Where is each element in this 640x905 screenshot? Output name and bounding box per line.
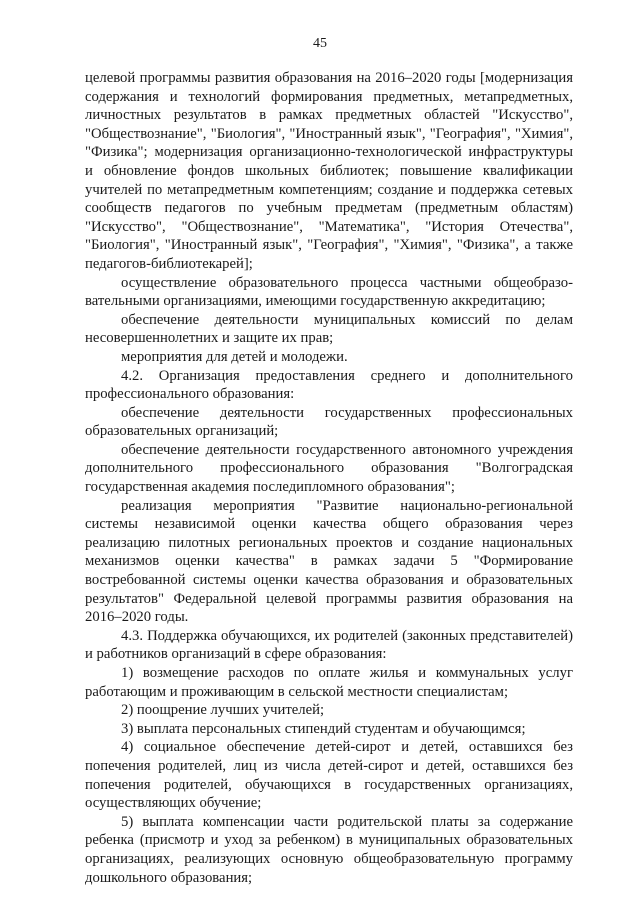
section-heading-4-3: 4.3. Поддержка обучающихся, их родителей (законных представителей) и работников организаций в сфере образования: — [85, 627, 573, 663]
paragraph-private-schools: осуществление образовательного процесса частными общеобразовательными организациями, имеющими государственную аккредитацию; — [85, 274, 573, 310]
document-body — [85, 69, 573, 887]
list-item-1: 1) возмещение расходов по оплате жилья и коммунальных услуг работающим и проживающим в сельской местности специалистам; — [85, 665, 573, 700]
page-number: 45 — [313, 36, 327, 51]
paragraph-youth-events: мероприятия для детей и молодежи. — [121, 348, 348, 365]
section-heading-4-2: 4.2. Организация предоставления среднего и дополнительного профессионального образования: — [85, 367, 573, 403]
paragraph-academy: обеспечение деятельности государственного автономного учреждения дополнительного профессионального образования "Волгоградская государственная академия последипломного образования"; — [85, 441, 573, 496]
list-item-3: 3) выплата персональных стипендий студентам и обучающимся; — [121, 720, 526, 737]
paragraph-quality-assessment: реализация мероприятия "Развитие национально-региональной системы независимой оценки качества общего образования через реализацию пилотных региональных проектов и создание национальных механизмов оценки качества" в рамках задачи 5 "Формирование востребованной системы оценки качества образования и образовательных результатов" Федеральной целевой программы развития образования на 2016–2020 годы. — [85, 497, 573, 626]
list-item-5: 5) выплата компенсации части родительской платы за содержание ребенка (присмотр и уход за ребенком) в муниципальных образовательных организациях, реализующих основную общеобразовательную программу дошкольного образования; — [85, 813, 573, 886]
paragraph-vocational-organizations: обеспечение деятельности государственных профессиональных образовательных организаций; — [85, 404, 573, 440]
paragraph-juvenile-commissions: обеспечение деятельности муниципальных комиссий по делам несовершеннолетних и защите их прав; — [85, 311, 573, 347]
list-item-2: 2) поощрение лучших учителей; — [121, 702, 325, 719]
paragraph-program-tasks: целевой программы развития образования на 2016–2020 годы [модернизация содержания и технологий формирования предметных, метапредметных, личностных результатов в рамках предметных областей "Искусство", "Обществознание", "Биология", "Иностранный язык", "География", "Химия", "Физика"; модернизация организационно-технологической инфраструктуры и обновление фондов школьных библиотек; повышение квалификации учителей по метапредметным компетенциям; создание и поддержка сетевых сообществ педагогов по учебным предметам (предметным областям) "Искусство", "Обществознание", "Математика", "История Отечества", "Биология", "Иностранный язык", "География", "Химия", "Физика", а также педагогов-библиотекарей]; — [85, 70, 573, 272]
list-item-4: 4) социальное обеспечение детей-сирот и детей, оставшихся без попечения родителей, лиц из числа детей-сирот и детей, оставшихся без попечения родителей, обучающихся в государственных организациях, осуществляющих обучение; — [85, 739, 573, 812]
